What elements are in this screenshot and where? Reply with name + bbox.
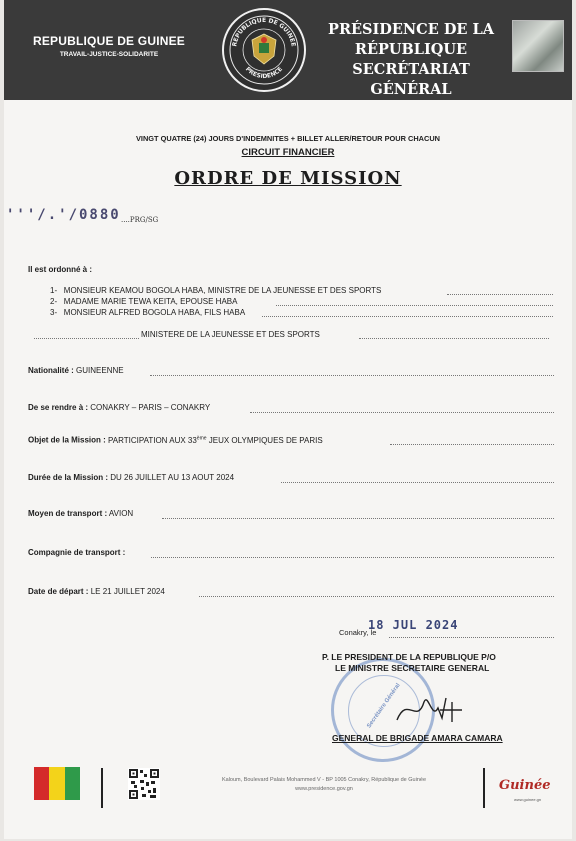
nationality-row xyxy=(28,366,124,375)
seal-emblem-icon xyxy=(224,10,304,90)
fill-line xyxy=(150,375,554,376)
reference-number: '''/.'/0880 xyxy=(6,207,121,223)
date-stamp: 18 JUL 2024 xyxy=(368,618,459,632)
seal-bottom-text: PRESIDENCE xyxy=(243,65,285,81)
circuit-label: CIRCUIT FINANCIER xyxy=(241,147,335,158)
seal-top-text: REPUBLIQUE DE GUINEE xyxy=(231,16,297,48)
guinee-brand-logo: Guinée xyxy=(499,778,551,793)
letterhead xyxy=(4,0,572,100)
ministry-name: MINISTERE DE LA JEUNESSE ET DES SPORTS xyxy=(141,330,320,339)
fill-line xyxy=(34,338,139,339)
signature-line-2: LE MINISTRE SECRETAIRE GENERAL xyxy=(335,663,490,673)
purpose-label: Objet de la Mission : xyxy=(28,435,106,445)
destination-value: CONAKRY – PARIS – CONAKRY xyxy=(90,403,211,412)
nationality-label: Nationalité : xyxy=(28,366,74,375)
presidency-seal xyxy=(222,8,306,92)
guinee-brand-url: www.guinee.gn xyxy=(514,797,542,802)
transport-row xyxy=(28,509,133,518)
fill-line xyxy=(151,557,554,558)
destination-row xyxy=(28,403,210,412)
stamp-text: Secrétaire Général xyxy=(366,682,402,730)
duration-row xyxy=(28,473,234,482)
fill-line xyxy=(359,338,549,339)
nationality-value: GUINEENNE xyxy=(76,366,124,375)
qr-code-icon xyxy=(128,768,160,800)
signatory-name: GENERAL DE BRIGADE AMARA CAMARA xyxy=(332,733,503,743)
document-title: ORDRE DE MISSION xyxy=(174,168,402,189)
fill-line xyxy=(276,305,553,306)
ordered-label: Il est ordonné à : xyxy=(28,265,93,274)
header-right xyxy=(316,20,506,100)
purpose-row xyxy=(28,435,323,445)
purpose-value: PARTICIPATION AUX 33ème JEUX OLYMPIQUES DE PARIS xyxy=(108,435,323,445)
reference-suffix: ....PRG/SG xyxy=(121,216,159,224)
departure-value: LE 21 JUILLET 2024 xyxy=(90,587,165,596)
transport-label: Moyen de transport : xyxy=(28,509,108,518)
transport-value: AVION xyxy=(108,509,134,518)
hologram-sticker xyxy=(512,20,564,72)
country-name: REPUBLIQUE DE GUINEE xyxy=(32,34,186,48)
document-page xyxy=(4,0,572,839)
fill-line xyxy=(390,444,554,445)
duration-label: Durée de la Mission : xyxy=(28,473,109,482)
secretariat-title: SECRÉTARIAT GÉNÉRAL xyxy=(352,61,470,98)
duration-value: DU 26 JUILLET AU 13 AOUT 2024 xyxy=(110,473,235,482)
footer-address xyxy=(164,776,484,794)
address-text: Kaloum, Boulevard Palais Mohammed V - BP 1005 Conakry, République de Guinée xyxy=(221,777,427,783)
fill-line xyxy=(250,412,554,413)
departure-row xyxy=(28,587,165,596)
person-item: 2- MADAME MARIE TEWA KEITA, EPOUSE HABA xyxy=(50,297,238,306)
presidency-title: PRÉSIDENCE DE LA RÉPUBLIQUE xyxy=(328,21,494,58)
footer-divider xyxy=(101,768,103,808)
fill-line xyxy=(281,482,554,483)
signature-place: Conakry, le xyxy=(339,628,377,637)
departure-label: Date de départ : xyxy=(28,587,89,596)
person-item: 1- MONSIEUR KEAMOU BOGOLA HABA, MINISTRE DE LA JEUNESSE ET DES SPORTS xyxy=(50,286,382,295)
footer-divider xyxy=(483,768,485,808)
fill-line xyxy=(447,294,553,295)
company-row xyxy=(28,548,125,557)
header-left xyxy=(4,34,214,58)
website-link[interactable]: www.presidence.gov.gn xyxy=(295,786,353,792)
fill-line xyxy=(162,518,554,519)
national-motto: TRAVAIL-JUSTICE-SOLIDARITE xyxy=(59,51,159,58)
svg-text:PRESIDENCE xyxy=(244,66,284,80)
company-label: Compagnie de transport : xyxy=(28,548,126,557)
signature-line-1: P. LE PRESIDENT DE LA REPUBLIQUE P/O xyxy=(322,652,496,662)
handwritten-signature-icon xyxy=(392,690,472,730)
fill-line xyxy=(199,596,554,597)
allowance-note: VINGT QUATRE (24) JOURS D'INDEMNITES + BILLET ALLER/RETOUR POUR CHACUN xyxy=(135,134,441,143)
fill-line xyxy=(389,637,554,638)
person-item: 3- MONSIEUR ALFRED BOGOLA HABA, FILS HABA xyxy=(50,308,246,317)
fill-line xyxy=(262,316,553,317)
guinea-flag xyxy=(34,767,80,800)
destination-label: De se rendre à : xyxy=(28,403,89,412)
